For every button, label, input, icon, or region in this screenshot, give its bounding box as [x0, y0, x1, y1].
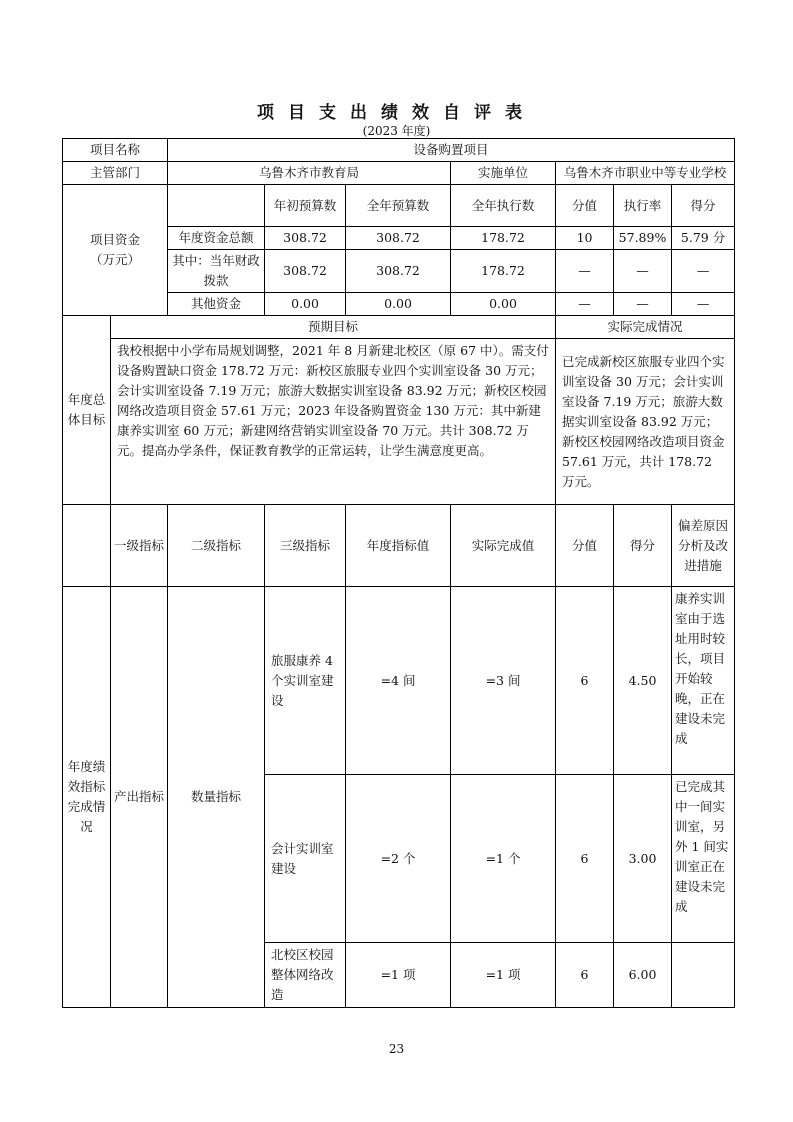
- funds-cell: 308.72: [265, 250, 346, 293]
- target-value: =2 个: [346, 775, 451, 943]
- funds-cell: 0.00: [265, 293, 346, 316]
- indicator-header: 分值: [556, 505, 614, 587]
- indicator-header: 二级指标: [168, 505, 265, 587]
- deviation-reason: 康养实训室由于选址用时较长，项目开始较晚，正在建设未完成: [672, 587, 735, 775]
- level3-indicator: 北校区校园整体网络改造: [265, 943, 346, 1008]
- score: 3.00: [614, 775, 672, 943]
- funds-header: 分值: [556, 185, 614, 227]
- deviation-reason: 已完成其中一间实训室，另外 1 间实训室正在建设未完成: [672, 775, 735, 943]
- actual-value: =1 个: [451, 775, 556, 943]
- goals-label: 年度总体目标: [63, 316, 111, 505]
- indicator-header: 一级指标: [111, 505, 168, 587]
- indicator-header: 年度指标值: [346, 505, 451, 587]
- project-name-label: 项目名称: [63, 139, 168, 162]
- level2-indicator: 数量指标: [168, 587, 265, 1008]
- funds-header: 年初预算数: [265, 185, 346, 227]
- funds-row-label: 其中：当年财政拨款: [168, 250, 265, 293]
- page-number: 23: [388, 1042, 405, 1056]
- funds-cell: 308.72: [265, 227, 346, 250]
- indicator-header: 偏差原因分析及改进措施: [672, 505, 735, 587]
- funds-cell: 308.72: [346, 227, 451, 250]
- funds-cell: —: [556, 250, 614, 293]
- page-title: 项目支出绩效自评表: [257, 103, 536, 123]
- actual-goal-header: 实际完成情况: [556, 316, 735, 339]
- indicator-header: 实际完成值: [451, 505, 556, 587]
- funds-cell: 178.72: [451, 227, 556, 250]
- deviation-reason: [672, 943, 735, 1008]
- level3-indicator: 旅服康养 4 个实训室建设: [265, 587, 346, 775]
- funds-cell: —: [556, 293, 614, 316]
- score-max: 6: [556, 943, 614, 1008]
- funds-cell: —: [672, 250, 735, 293]
- score: 6.00: [614, 943, 672, 1008]
- score-max: 6: [556, 587, 614, 775]
- funds-cell: 57.89%: [614, 227, 672, 250]
- funds-cell: 0.00: [346, 293, 451, 316]
- level1-indicator: 产出指标: [111, 587, 168, 1008]
- funds-cell: 5.79 分: [672, 227, 735, 250]
- funds-label: 项目资金 （万元）: [63, 185, 168, 316]
- actual-value: =1 项: [451, 943, 556, 1008]
- indicator-header: 三级指标: [265, 505, 346, 587]
- funds-cell: 308.72: [346, 250, 451, 293]
- score: 4.50: [614, 587, 672, 775]
- evaluation-table: [62, 138, 735, 1008]
- dept-value: 乌鲁木齐市教育局: [168, 162, 451, 185]
- indicators-section-label: 年度绩效指标完成情况: [63, 587, 111, 1008]
- page-subtitle: (2023 年度): [362, 124, 431, 138]
- funds-header: 执行率: [614, 185, 672, 227]
- funds-cell: 10: [556, 227, 614, 250]
- funds-cell: 178.72: [451, 250, 556, 293]
- indicator-header: 得分: [614, 505, 672, 587]
- expected-goal-text: 我校根据中小学布局规划调整，2021 年 8 月新建北校区（原 67 中）。需支付设备购置缺口资金 178.72 万元：新校区旅服专业四个实训室设备 30 万元；会计实训室设备 7.19 万元；旅游大数据实训室设备 83.92 万元；新校区校园网络改造项目资金 57.61 万元；2023 年设备购置资金 130 万元：其中新建康养实训室 60 万元；新建网络营销实训室设备 70 万元。共计 308.72 万元。提高办学条件，保证教育教学的正常运转，让学生满意度更高。: [111, 339, 556, 505]
- target-value: =1 项: [346, 943, 451, 1008]
- score-max: 6: [556, 775, 614, 943]
- funds-row-label: 其他资金: [168, 293, 265, 316]
- target-value: =4 间: [346, 587, 451, 775]
- funds-cell: —: [672, 293, 735, 316]
- level3-indicator: 会计实训室建设: [265, 775, 346, 943]
- funds-row-label: 年度资金总额: [168, 227, 265, 250]
- dept-label: 主管部门: [63, 162, 168, 185]
- unit-label: 实施单位: [451, 162, 556, 185]
- actual-goal-text: 已完成新校区旅服专业四个实训室设备 30 万元；会计实训室设备 7.19 万元；旅游大数据实训室设备 83.92 万元；新校区校园网络改造项目资金 57.61 万元，共计 178.72 万元。: [556, 339, 735, 505]
- funds-cell: —: [614, 250, 672, 293]
- funds-cell: —: [614, 293, 672, 316]
- actual-value: =3 间: [451, 587, 556, 775]
- expected-goal-header: 预期目标: [111, 316, 556, 339]
- funds-cell: 0.00: [451, 293, 556, 316]
- funds-header: 全年执行数: [451, 185, 556, 227]
- funds-header: 得分: [672, 185, 735, 227]
- project-name-value: 设备购置项目: [168, 139, 735, 162]
- unit-value: 乌鲁木齐市职业中等专业学校: [556, 162, 735, 185]
- funds-header: 全年预算数: [346, 185, 451, 227]
